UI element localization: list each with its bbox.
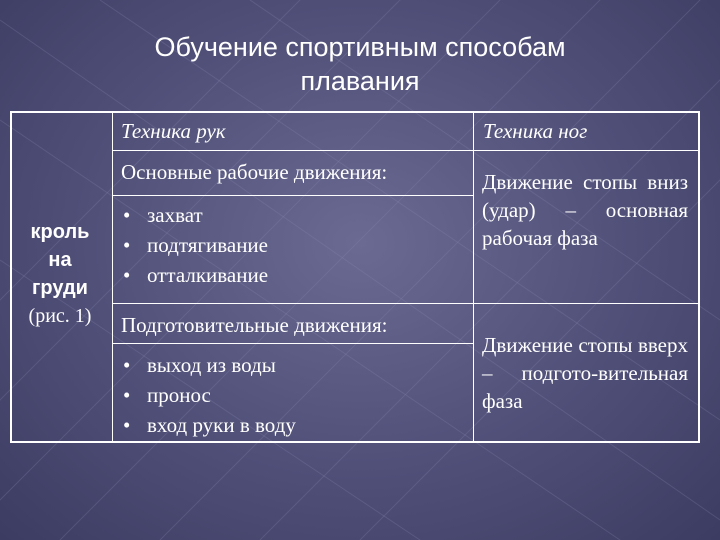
legs-main-text: Движение стопы вниз (удар) – основная рабочая фаза: [482, 170, 688, 250]
list-item: • захват: [121, 200, 268, 230]
list-item: • отталкивание: [121, 260, 268, 290]
legs-prep-text: Движение стопы вверх – подгото-вительная фаза: [482, 333, 688, 413]
table-border-right: [698, 111, 700, 443]
column-divider-1: [112, 111, 113, 443]
row-label-line3: груди: [32, 277, 88, 299]
middle-divider: [112, 303, 700, 304]
list-item: • вход руки в воду: [121, 410, 296, 440]
list-item: • пронос: [121, 380, 296, 410]
arms-prep-title: Подготовительные движения:: [121, 313, 388, 337]
header-divider: [112, 150, 700, 151]
row-label-line4: (рис. 1): [28, 305, 92, 327]
table-border-bottom: [10, 441, 700, 443]
arms-header: Техника рук: [121, 119, 226, 143]
arms-subheader-divider: [112, 195, 473, 196]
row-label-line1: кроль: [30, 221, 90, 243]
arms-prep-divider: [112, 343, 473, 344]
arms-main-list: [121, 200, 268, 290]
slide-title-line1: Обучение спортивным способам: [154, 32, 566, 62]
column-divider-2: [473, 111, 474, 443]
list-item: • подтягивание: [121, 230, 268, 260]
slide-title-line2: плавания: [300, 66, 420, 96]
list-item: • выход из воды: [121, 350, 296, 380]
arms-main-title: Основные рабочие движения:: [121, 160, 388, 184]
row-label: [10, 218, 110, 330]
row-label-line2: на: [48, 249, 72, 271]
table-border-top: [10, 111, 700, 113]
legs-header: Техника ног: [483, 119, 588, 143]
arms-prep-list: [121, 350, 296, 440]
